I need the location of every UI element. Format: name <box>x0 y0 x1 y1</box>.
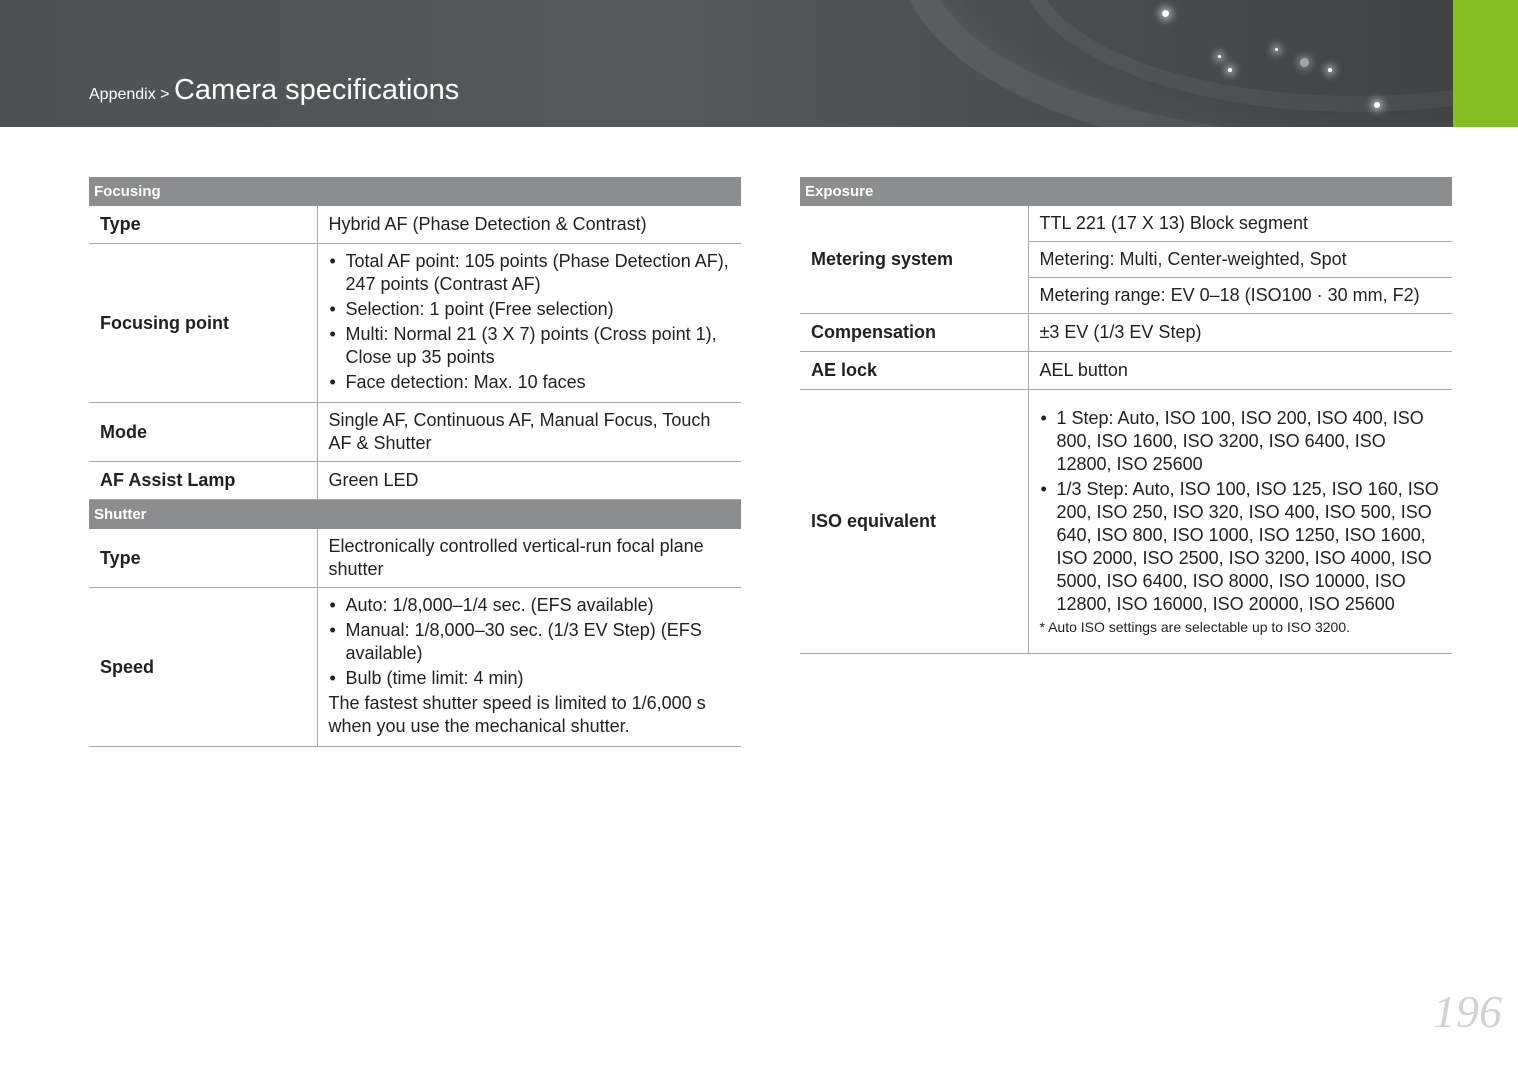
list-item: • Total AF point: 105 points (Phase Detection AF), 247 points (Contrast AF) <box>329 250 732 296</box>
table-row <box>800 314 1452 352</box>
breadcrumb <box>89 74 459 107</box>
page-number: 196 <box>1433 986 1502 1037</box>
row-value: TTL 221 (17 X 13) Block segment <box>1028 206 1452 242</box>
row-value: Single AF, Continuous AF, Manual Focus, Touch AF & Shutter <box>317 403 741 462</box>
sparkle-icon <box>1228 68 1232 72</box>
sparkle-icon <box>1300 58 1309 67</box>
page-title: Camera specifications <box>173 74 460 106</box>
sparkle-icon <box>1328 68 1332 72</box>
row-label: AE lock <box>800 352 1028 390</box>
table-row <box>800 390 1452 654</box>
list-item: • Multi: Normal 21 (3 X 7) points (Cross point 1), Close up 35 points <box>329 323 732 369</box>
row-value <box>1028 390 1452 654</box>
row-label: Mode <box>89 403 317 462</box>
list-item: • 1/3 Step: Auto, ISO 100, ISO 125, ISO 160, ISO 200, ISO 250, ISO 320, ISO 400, ISO 500, ISO 640, ISO 800, ISO 1000, ISO 1250, ISO 1600, ISO 2000, ISO 2500, ISO 3200, ISO 4000, ISO 5000, ISO 6400, ISO 8000, ISO 10000, ISO 12800, ISO 16000, ISO 20000, ISO 25600 <box>1040 478 1443 616</box>
row-value: Hybrid AF (Phase Detection & Contrast) <box>317 206 741 244</box>
list-item: • Manual: 1/8,000–30 sec. (1/3 EV Step) (EFS available) <box>329 619 732 665</box>
accent-tab <box>1453 0 1518 127</box>
left-spec-column <box>89 177 741 747</box>
table-row <box>800 352 1452 390</box>
table-row <box>89 529 741 588</box>
list-item: • Auto: 1/8,000–1/4 sec. (EFS available) <box>329 594 732 617</box>
bullet-list <box>329 250 732 394</box>
table-row <box>89 403 741 462</box>
exposure-table <box>800 177 1452 654</box>
bullet-list <box>329 594 732 690</box>
breadcrumb-separator: > <box>160 86 170 103</box>
row-label: Speed <box>89 588 317 747</box>
row-value <box>317 588 741 747</box>
row-value: Metering: Multi, Center-weighted, Spot <box>1028 242 1452 278</box>
list-item: • Face detection: Max. 10 faces <box>329 371 732 394</box>
section-title: Exposure <box>800 177 1452 206</box>
table-row <box>800 206 1452 242</box>
row-label: Type <box>89 206 317 244</box>
row-label: Focusing point <box>89 244 317 403</box>
section-header-focusing <box>89 177 741 206</box>
row-label: Type <box>89 529 317 588</box>
row-label: ISO equivalent <box>800 390 1028 654</box>
iso-footnote: * Auto ISO settings are selectable up to ISO 3200. <box>1039 619 1351 635</box>
row-value: ±3 EV (1/3 EV Step) <box>1028 314 1452 352</box>
list-item: • Selection: 1 point (Free selection) <box>329 298 732 321</box>
row-label: Metering system <box>800 206 1028 314</box>
row-label: Compensation <box>800 314 1028 352</box>
sparkle-icon <box>1218 55 1221 58</box>
row-value: AEL button <box>1028 352 1452 390</box>
right-spec-column <box>800 177 1452 654</box>
table-row <box>89 462 741 500</box>
list-item: • Bulb (time limit: 4 min) <box>329 667 732 690</box>
sparkle-icon <box>1275 48 1278 51</box>
speed-note: The fastest shutter speed is limited to 1/6,000 s when you use the mechanical shutter. <box>328 693 706 736</box>
sparkle-icon <box>1374 102 1380 108</box>
focusing-shutter-table <box>89 177 741 747</box>
sparkle-icon <box>1162 10 1169 17</box>
row-label: AF Assist Lamp <box>89 462 317 500</box>
table-row <box>89 206 741 244</box>
row-value: Electronically controlled vertical-run focal plane shutter <box>317 529 741 588</box>
header-banner <box>0 0 1453 127</box>
list-item: • 1 Step: Auto, ISO 100, ISO 200, ISO 400, ISO 800, ISO 1600, ISO 3200, ISO 6400, ISO 12800, ISO 25600 <box>1040 407 1443 476</box>
section-title: Shutter <box>89 500 741 530</box>
table-row <box>89 244 741 403</box>
section-header-shutter <box>89 500 741 530</box>
bullet-list <box>1040 407 1443 616</box>
section-header-exposure <box>800 177 1452 206</box>
row-value: Metering range: EV 0–18 (ISO100 · 30 mm, F2) <box>1028 278 1452 314</box>
row-value <box>317 244 741 403</box>
row-value: Green LED <box>317 462 741 500</box>
breadcrumb-parent[interactable]: Appendix <box>89 86 156 103</box>
table-row <box>89 588 741 747</box>
section-title: Focusing <box>89 177 741 206</box>
